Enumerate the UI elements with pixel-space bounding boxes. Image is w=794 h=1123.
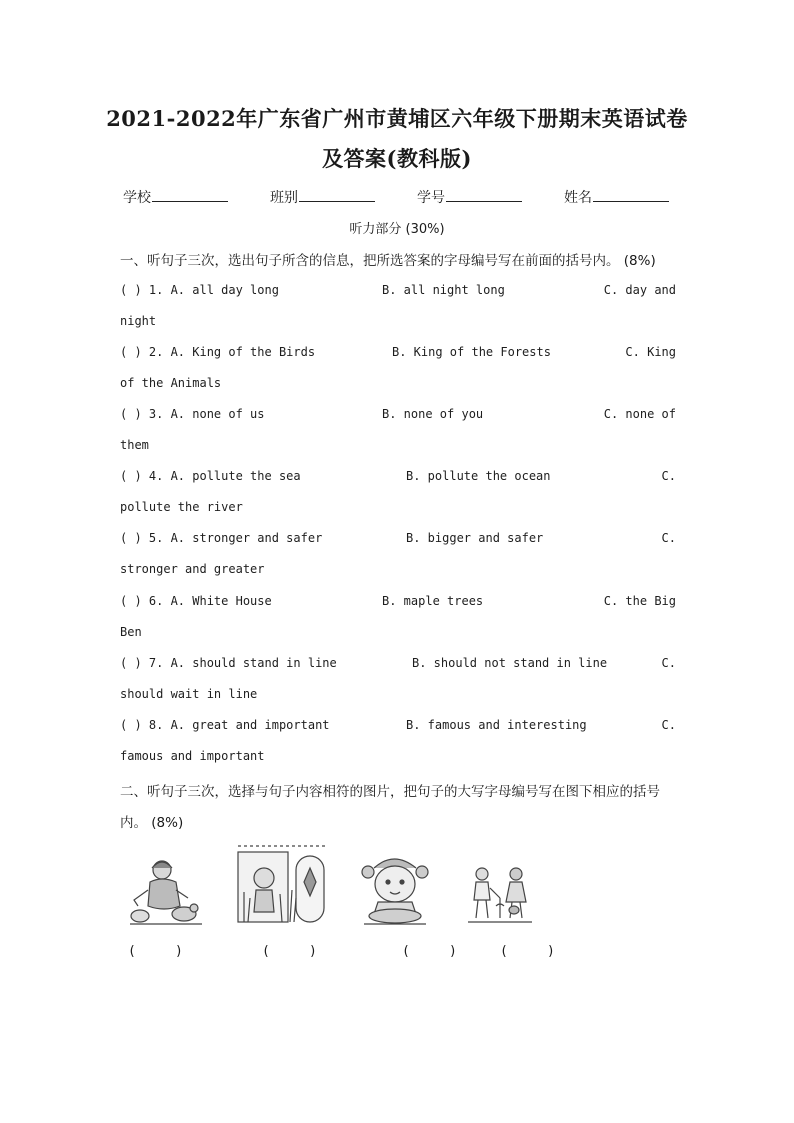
question-2-option-b: B. King of the Forests [392,345,551,359]
question-1-option-c: C. day and [603,283,676,297]
question-5-option-c: C. [661,531,676,545]
number-label: 学号 [417,190,445,206]
document-title-line2: 及答案(教科版) [322,146,472,171]
question-2-option-a[interactable]: ( ) 2. A. King of the Birds [120,345,316,359]
picture-answer-bracket-2[interactable]: ( ) [262,944,317,959]
question-8-option-b: B. famous and interesting [406,718,587,732]
class-blank[interactable] [299,188,375,202]
document-title-line1: 2021-2022年广东省广州市黄埔区六年级下册期末英语试卷 [106,106,688,131]
class-field[interactable] [270,187,375,207]
section2-heading-cont: 内。 (8%) [120,815,184,831]
class-label: 班别 [270,190,298,206]
number-blank[interactable] [446,188,522,202]
listening-part-label: 听力部分 (30%) [349,222,445,237]
name-field[interactable] [564,187,669,207]
question-5 [120,531,676,547]
question-8-option-c-cont: famous and important [120,749,265,763]
picture-girl-eating [354,850,436,928]
question-4 [120,469,676,485]
picture-answer-bracket-4[interactable]: ( ) [500,944,555,959]
question-8 [120,718,676,734]
question-1-option-a[interactable]: ( ) 1. A. all day long [120,283,279,297]
picture-answer-bracket-1[interactable]: ( ) [128,944,183,959]
picture-old-man [122,854,208,928]
question-1-option-b: B. all night long [382,283,505,297]
question-3-option-c-cont: them [120,438,149,452]
question-3-option-a[interactable]: ( ) 3. A. none of us [120,407,265,421]
question-5-option-b: B. bigger and safer [406,531,544,545]
question-4-option-b: B. pollute the ocean [406,469,551,483]
question-2-option-c: C. King [625,345,676,359]
picture-man-plants [234,842,330,926]
question-4-option-c: C. [661,469,676,483]
question-7-option-c-cont: should wait in line [120,687,258,701]
question-3-option-b: B. none of you [382,407,484,421]
picture-answer-bracket-3[interactable]: ( ) [402,944,457,959]
name-blank[interactable] [593,188,669,202]
school-label: 学校 [123,190,151,206]
question-6-option-b: B. maple trees [382,594,484,608]
section2-heading: 二、听句子三次，选择与句子内容相符的图片，把句子的大写字母编号写在图下相应的括号 [120,784,660,800]
question-4-option-a[interactable]: ( ) 4. A. pollute the sea [120,469,301,483]
picture-row [0,840,794,940]
question-8-option-c: C. [661,718,676,732]
name-label: 姓名 [564,190,592,206]
question-8-option-a[interactable]: ( ) 8. A. great and important [120,718,330,732]
question-6 [120,594,676,610]
school-field[interactable] [123,187,228,207]
question-7 [120,656,676,672]
question-7-option-c: C. [661,656,676,670]
question-5-option-c-cont: stronger and greater [120,562,265,576]
question-6-option-c-cont: Ben [120,625,142,639]
question-7-option-a[interactable]: ( ) 7. A. should stand in line [120,656,337,670]
question-3 [120,407,676,423]
question-3-option-c: C. none of [603,407,676,421]
picture-kids-planting [464,864,536,926]
section1-heading: 一、听句子三次，选出句子所含的信息，把所选答案的字母编号写在前面的括号内。 (8%) [120,253,656,269]
question-2-option-c-cont: of the Animals [120,376,222,390]
school-blank[interactable] [152,188,228,202]
question-6-option-a[interactable]: ( ) 6. A. White House [120,594,272,608]
question-4-option-c-cont: pollute the river [120,500,243,514]
question-6-option-c: C. the Big [603,594,676,608]
question-1 [120,283,676,299]
number-field[interactable] [417,187,522,207]
question-2 [120,345,676,361]
question-1-option-c-cont: night [120,314,157,328]
question-7-option-b: B. should not stand in line [412,656,608,670]
question-5-option-a[interactable]: ( ) 5. A. stronger and safer [120,531,323,545]
